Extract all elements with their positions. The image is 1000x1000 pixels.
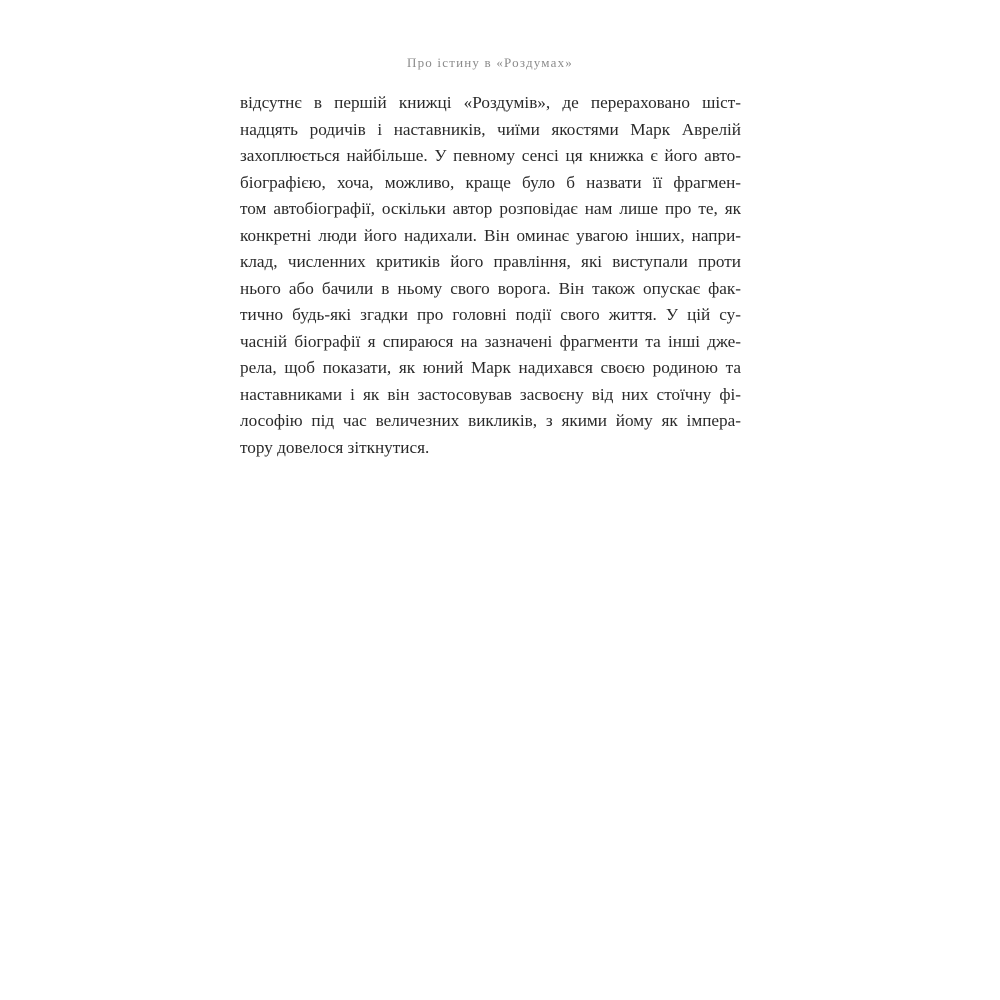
text-line: тично будь-які згадки про головні події свого життя. У цій су-: [240, 305, 741, 324]
text-line: наставниками і як він застосовував засвоєну від них стоїчну фі-: [240, 384, 741, 404]
running-head: Про істину в «Роздумах»: [406, 55, 573, 70]
text-line: клад, численних критиків його правління, які виступали проти: [240, 252, 741, 271]
body-text: [240, 90, 741, 461]
text-line: лософію під час величезних викликів, з якими йому як імпера-: [240, 411, 741, 430]
text-line-last: тору довелося зіткнутися.: [240, 437, 430, 457]
text-line: біографією, хоча, можливо, краще було б назвати її фрагмен-: [240, 172, 741, 192]
text-line: том автобіографії, оскільки автор розповідає нам лише про те, як: [240, 199, 741, 218]
text-line: надцять родичів і наставників, чиїми якостями Марк Аврелій: [240, 119, 741, 139]
text-line: рела, щоб показати, як юний Марк надихався своєю родиною та: [240, 358, 741, 377]
text-line: часній біографії я спираюся на зазначені фрагменти та інші дже-: [240, 331, 741, 351]
text-line: захоплюється найбільше. У певному сенсі ця книжка є його авто-: [240, 146, 741, 165]
text-line: нього або бачили в ньому свого ворога. Він також опускає фак-: [240, 278, 741, 298]
text-line: відсутнє в першій книжці «Роздумів», де перераховано шіст-: [240, 93, 741, 112]
text-line: конкретні люди його надихали. Він оминає увагою інших, напри-: [240, 225, 741, 245]
